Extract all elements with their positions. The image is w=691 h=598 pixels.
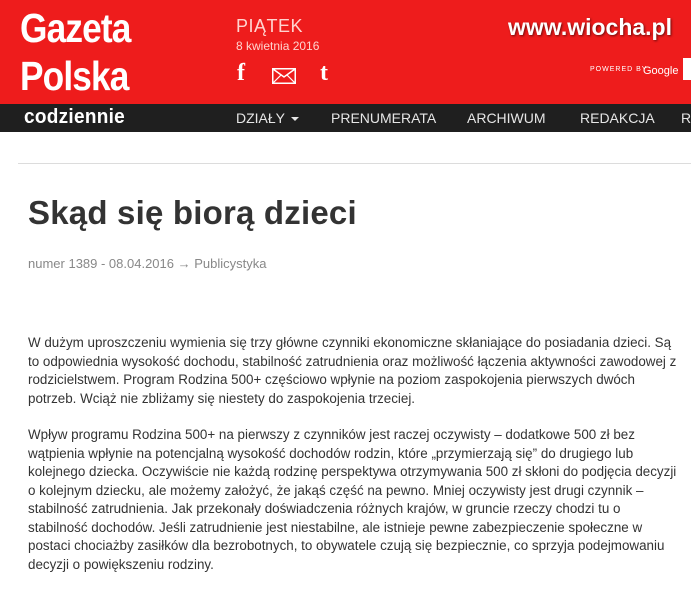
logo-line-polska: Polska [20,53,129,99]
nav-item-truncated[interactable]: R [681,110,691,126]
nav-item-dzialy[interactable] [236,110,299,126]
article-paragraph: W dużym uproszczeniu wymienia się trzy główne czynniki ekonomiczne skłaniające do posiadania dzieci. Są to odpowiednia wysokość dochodu, stabilność zatrudnienia oraz możliwość łączenia aktywności zawodowej z rodzicielstwem. Program Rodzina 500+ częściowo wpłynie na poziom zaspokojenia pierwszych dwóch potrzeb. Wciąż nie zbliżamy się niestety do zaspokojenia trzeciej. [28,335,677,406]
current-date: 8 kwietnia 2016 [236,39,320,53]
facebook-icon[interactable]: f [237,60,245,86]
article-issue-date: numer 1389 - 08.04.2016 → [28,256,191,271]
twitter-icon[interactable]: t [320,60,328,86]
article-category-link[interactable]: Publicystyka [194,256,267,271]
divider [18,163,691,164]
google-label: Google [643,65,679,77]
search-input[interactable] [683,58,691,80]
main-navbar [0,104,691,132]
logo-line-gazeta: Gazeta [20,5,131,51]
powered-by-label: POWERED BY [590,66,648,73]
article-body [28,334,683,592]
brand-subtitle[interactable]: codziennie [24,106,126,128]
nav-item-redakcja[interactable]: REDAKCJA [580,110,655,126]
site-header [0,0,691,104]
nav-item-prenumerata[interactable]: PRENUMERATA [331,110,437,126]
site-logo[interactable] [0,0,156,104]
current-day: PIĄTEK [236,16,304,36]
article-paragraph: Wpływ programu Rodzina 500+ na pierwszy z czynników jest raczej oczywisty – dodatkowe 500 zł bez wątpienia wpłynie na potencjalną wysokość dochodów rodzin, które „przymierzają się” do drugiego lub kolejnego dziecka. Oczywiście nie każdą rodzinę perspektywa otrzymywania 500 zł skłoni do podjęcia decyzji o kolejnym dziecku, ale możemy założyć, że jakąś część na pewno. Mniej oczywisty jest drugi czynnik – stabilność zatrudnienia. Jak przekonały doświadczenia różnych krajów, w gruncie rzeczy chodzi tu o stabilność dochodów. Jeśli zatrudnienie jest niestabilne, ale istnieje pewne zabezpieczenie społeczne w postaci chociażby zasiłków dla bezrobotnych, to obywatele czują się bezpiecznie, co sprzyja podejmowaniu decyzji o powiększeniu rodziny. [28,427,677,572]
watermark: www.wiocha.pl [508,14,672,40]
article-title: Skąd się biorą dzieci [28,194,357,231]
nav-item-archiwum[interactable]: ARCHIWUM [467,110,546,126]
caret-down-icon [291,117,299,121]
nav-item-label: DZIAŁY [236,110,286,126]
mail-icon[interactable] [272,68,296,84]
article-meta [28,256,266,271]
